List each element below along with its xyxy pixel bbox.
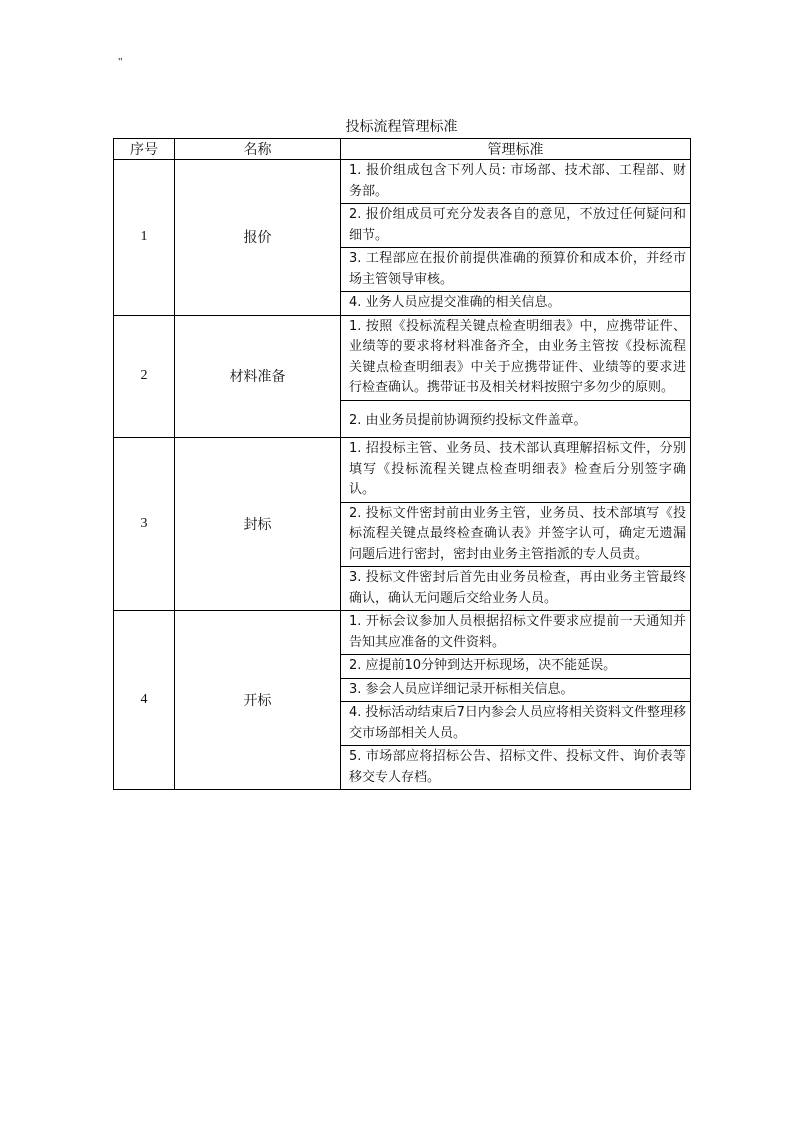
- row-number: 1: [114, 160, 175, 316]
- standard-item: 3. 参会人员应详细记录开标相关信息。: [341, 678, 691, 702]
- standard-item: 1. 按照《投标流程关键点检查明细表》中，应携带证件、业绩等的要求将材料准备齐全，由业务主管按《投标流程关键点检查明细表》中关于应携带证件、业绩等的要求进行检查确认。携带证书及相关材料按照宁多勿少的原则。: [341, 315, 691, 400]
- row-name: 报价: [175, 160, 341, 316]
- header-no: 序号: [114, 139, 175, 160]
- row-number: 3: [114, 438, 175, 611]
- header-standard: 管理标准: [341, 139, 691, 160]
- standard-item: 1. 开标会议参加人员根据招标文件要求应提前一天通知并告知其应准备的文件资料。: [341, 611, 691, 655]
- standard-item: 2. 投标文件密封前由业务主管，业务员、技术部填写《投标流程关键点最终检查确认表》并签字认可，确定无遗漏问题后进行密封，密封由业务主管指派的专人员责。: [341, 502, 691, 567]
- table-header-row: [114, 139, 691, 160]
- table-row: [114, 160, 691, 204]
- row-number: 4: [114, 611, 175, 790]
- standard-item: 5. 市场部应将招标公告、招标文件、投标文件、询价表等移交专人存档。: [341, 746, 691, 790]
- table-row: [114, 315, 691, 400]
- standard-item: 2. 由业务员提前协调预约投标文件盖章。: [341, 400, 691, 438]
- row-number: 2: [114, 315, 175, 438]
- standard-item: 4. 业务人员应提交准确的相关信息。: [341, 292, 691, 316]
- standard-item: 1. 报价组成包含下列人员: 市场部、技术部、工程部、财务部。: [341, 160, 691, 204]
- row-name: 封标: [175, 438, 341, 611]
- bid-process-table: [113, 138, 691, 790]
- standard-item: 1. 招投标主管、业务员、技术部认真理解招标文件，分别填写《投标流程关键点检查明细表》检查后分别签字确认。: [341, 438, 691, 503]
- table-row: [114, 438, 691, 503]
- standard-item: 4. 投标活动结束后7日内参会人员应将相关资料文件整理移交市场部相关人员。: [341, 702, 691, 746]
- table-row: [114, 611, 691, 655]
- row-name: 材料准备: [175, 315, 341, 438]
- quote-mark: ": [118, 56, 123, 68]
- standard-item: 3. 投标文件密封后首先由业务员检查，再由业务主管最终确认，确认无问题后交给业务人员。: [341, 567, 691, 611]
- document-title: 投标流程管理标准: [345, 119, 458, 135]
- header-name: 名称: [175, 139, 341, 160]
- standard-item: 2. 报价组成员可充分发表各自的意见，不放过任何疑问和细节。: [341, 204, 691, 248]
- standard-item: 2. 应提前10分钟到达开标现场，决不能延误。: [341, 655, 691, 679]
- standard-item: 3. 工程部应在报价前提供准确的预算价和成本价，并经市场主管领导审核。: [341, 248, 691, 292]
- row-name: 开标: [175, 611, 341, 790]
